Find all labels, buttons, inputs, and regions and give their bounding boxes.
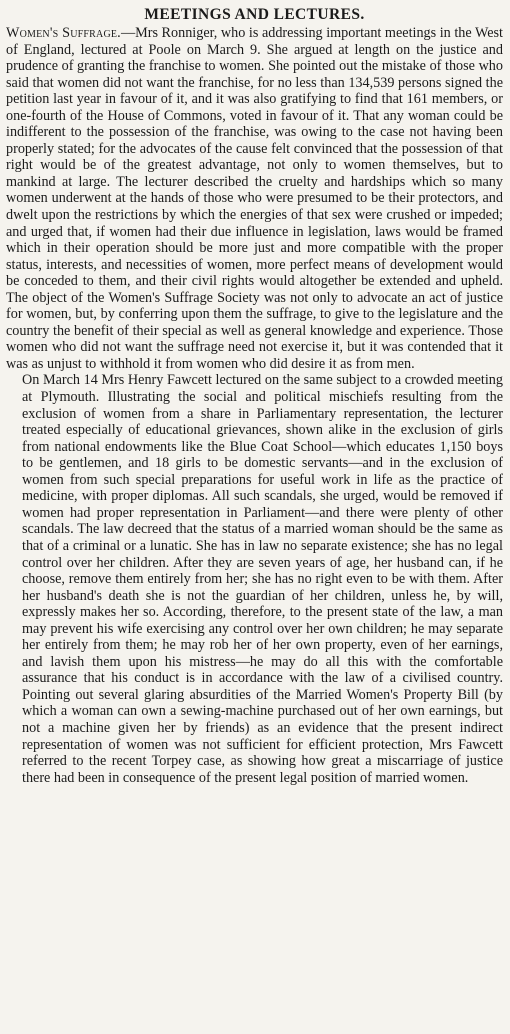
article-paragraph-1 [6, 25, 503, 372]
article-paragraph-2: On March 14 Mrs Henry Fawcett lectured on the same subject to a crowded meeting at Plymouth. Illustrating the social and political mischiefs resulting from the exclusion of women from a share in Parliamentary representation, the lecturer treated especially of educational grievances, shown alike in the exclusion of girls from national endowments like the Blue Coat School—which educates 1,150 boys to be gentlemen, and 18 girls to be domestic servants—and in the exclusion of women from such special preparations for useful work in life as the practice of medicine, with proper diplomas. All such scandals, she urged, would be removed if women had proper representation in Parliament—and there were plenty of other scandals. The law decreed that the status of a married woman should be the same as that of a criminal or a lunatic. She has in law no separate existence; she has no legal control over her children. After they are seven years of age, her husband can, if he choose, remove them entirely from her; she has no right even to be with them. After her husband's death she is not the guardian of her children, unless he, by will, expressly makes her so. According, therefore, to the present state of the law, a man may prevent his wife exercising any control over her own children; he may separate her entirely from them; he may rob her of her own property, even of her earnings, and lavish them upon his mistress—he may do all this with the comfortable assurance that his conduct is in accordance with the law of a civilised country. Pointing out several glaring absurdities of the Married Women's Property Bill (by which a woman can own a sewing-machine purchased out of her own earnings, but not a machine given her by friends) as an evidence that the present indirect representation of women was not sufficient for efficient protection, Mrs Fawcett referred to the recent Torpey case, as showing how great a miscarriage of justice there had been in consequence of the present legal position of married women. [22, 372, 503, 786]
article-heading: MEETINGS AND LECTURES. [144, 6, 365, 23]
paragraph-lead-in: Women's Suffrage. [6, 25, 121, 41]
paragraph-1-body: —Mrs Ronniger, who is addressing important meetings in the West of England, lectured at Poole on March 9. She argued at length on the justice and prudence of granting the franchise to women. She pointed out the mistake of those who said that women did not want the franchise, for no less than 134,539 persons signed the petition last year in favour of it, and it was also gratifying to find that 161 members, or one-fourth of the House of Commons, voted in favour of it. That any woman could be indifferent to the possession of the franchise, was owing to the case not having been properly stated; for the advocates of the cause felt convinced that the possession of that right would be of the greatest advantage, not only to women themselves, but to mankind at large. The lecturer described the cruelty and hardships which so many women underwent at the hands of those who were presumed to be their protectors, and dwelt upon the restrictions by which the energies of that sex were crushed or impeded; and urged that, if women had their due influence in legislation, laws would be framed which in their operation should be more just and more compatible with the proper status, interests, and necessities of women, more perfect means of development would be conceded to them, and their civil rights would altogether be extended and upheld. The object of the Women's Suffrage Society was not only to advocate an act of justice for women, but, by conferring upon them the suffrage, to give to the legislature and the country the benefit of their special as well as general knowledge and experience. Those women who did not want the suffrage need not exercise it, but it was contended that it was as unjust to withhold it from women who did desire it as from men. [6, 25, 503, 372]
